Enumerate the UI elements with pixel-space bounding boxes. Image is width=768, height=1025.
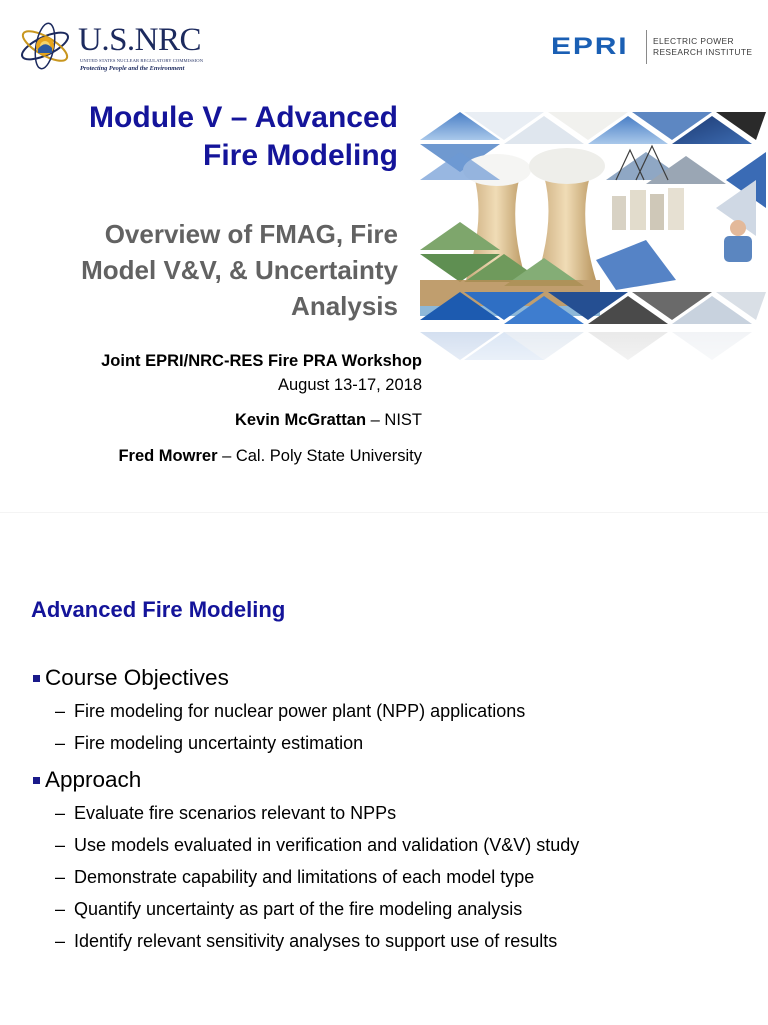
sub-bullet	[31, 893, 751, 925]
presenter-2	[2, 446, 422, 467]
workshop-date: August 13-17, 2018	[277, 376, 422, 394]
workshop-name: Joint EPRI/NRC-RES Fire PRA Workshop	[101, 352, 422, 370]
sub-bullet	[31, 695, 751, 727]
epri-institute-name	[653, 36, 752, 58]
module-title-line-1: Module V – Advanced	[89, 101, 398, 134]
title-slide	[0, 0, 768, 512]
overview-slide	[0, 512, 768, 1025]
presenter-1-name: Kevin McGrattan	[234, 411, 367, 429]
sub-bullet-text: Identify relevant sensitivity analyses to support use of results	[74, 931, 558, 951]
module-subtitle-line-1: Overview of FMAG, Fire	[104, 219, 398, 249]
sub-bullet	[31, 829, 751, 861]
module-title	[18, 99, 398, 175]
epri-divider	[646, 30, 647, 64]
module-subtitle	[18, 216, 398, 324]
epri-line-2: RESEARCH INSTITUTE	[653, 47, 753, 57]
square-bullet-icon	[33, 777, 40, 784]
sub-bullet-text: Fire modeling uncertainty estimation	[74, 733, 364, 753]
epri-logo	[551, 30, 751, 64]
module-subtitle-line-3: Analysis	[291, 291, 398, 321]
epri-wordmark: EPRI	[551, 33, 629, 60]
sub-bullet-text: Demonstrate capability and limitations of each model type	[74, 867, 535, 887]
nrc-wordmark: U.S.NRC	[78, 22, 202, 58]
presenter-2-name: Fred Mowrer	[118, 447, 218, 465]
dash-bullet-icon: –	[55, 701, 66, 721]
nrc-logo	[18, 18, 218, 76]
module-subtitle-line-2: Model V&V, & Uncertainty	[81, 255, 398, 285]
dash-bullet-icon: –	[55, 835, 66, 855]
bullet-heading: Approach	[45, 767, 142, 792]
sub-bullet-text: Use models evaluated in verification and validation (V&V) study	[74, 835, 580, 855]
slide-title: Advanced Fire Modeling	[31, 597, 286, 622]
sub-bullet	[31, 727, 751, 759]
bullet-heading: Course Objectives	[45, 665, 229, 690]
presenter-2-affiliation: – Cal. Poly State University	[217, 447, 422, 465]
module-title-line-2: Fire Modeling	[203, 139, 398, 172]
dash-bullet-icon: –	[55, 803, 66, 823]
square-bullet-icon	[33, 675, 40, 682]
epri-line-1: ELECTRIC POWER	[653, 36, 734, 46]
atom-icon	[18, 18, 80, 74]
sub-bullet	[31, 925, 751, 957]
dash-bullet-icon: –	[55, 931, 66, 951]
bullet-list	[31, 661, 751, 957]
dash-bullet-icon: –	[55, 733, 66, 753]
sub-bullet	[31, 861, 751, 893]
nrc-subtitle: UNITED STATES NUCLEAR REGULATORY COMMISSION	[80, 58, 204, 63]
sub-bullet	[31, 797, 751, 829]
sub-bullet-text: Evaluate fire scenarios relevant to NPPs	[74, 803, 397, 823]
nrc-tagline: Protecting People and the Environment	[80, 65, 185, 72]
presenter-1-affiliation: – NIST	[366, 411, 422, 429]
dash-bullet-icon: –	[55, 899, 66, 919]
sub-bullet-text: Quantify uncertainty as part of the fire modeling analysis	[74, 899, 523, 919]
sub-bullet-text: Fire modeling for nuclear power plant (NPP) applications	[74, 701, 526, 721]
bullet-course-objectives	[31, 661, 751, 695]
dash-bullet-icon: –	[55, 867, 66, 887]
power-plant-photo-mosaic	[416, 110, 768, 400]
presenter-1	[2, 410, 422, 431]
bullet-approach	[31, 763, 751, 797]
